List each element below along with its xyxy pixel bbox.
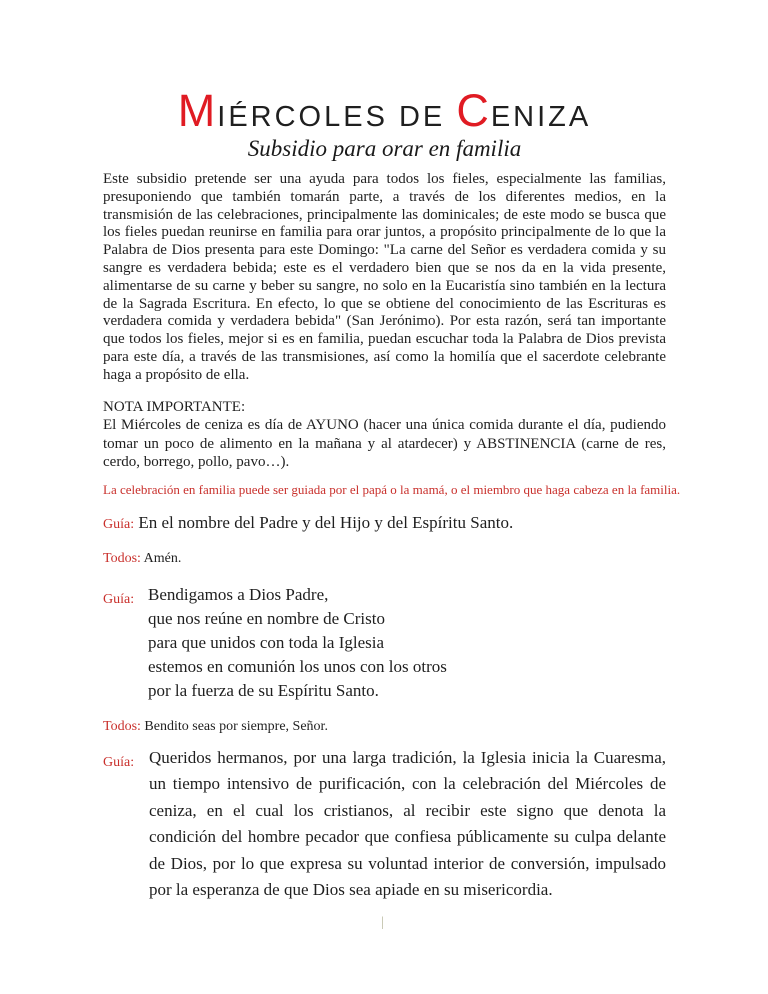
dialogue-todos-1 (103, 550, 666, 568)
dialogue-todos-2 (103, 718, 666, 736)
stanza-line: que nos reúne en nombre de Cristo (148, 608, 385, 628)
dialogue-text: Amén. (143, 550, 182, 566)
dialogue-text: En el nombre del Padre y del Hijo y del Espíritu Santo. (138, 512, 514, 532)
title-segment: ENIZA (490, 101, 592, 133)
dialogue-guia-3 (103, 745, 666, 904)
stanza-line: para que unidos con toda la Iglesia (148, 632, 385, 652)
title-initial-c: C (456, 85, 491, 136)
intro-paragraph: Este subsidio pretende ser una ayuda para todos los fieles, especialmente las familias, presuponiendo que también tomarán parte, a través de los diferentes medios, en la transmisión de las celebraciones, principalmente las dominicales; de este modo se busca que los fieles puedan reunirse en familia para orar juntos, a propósito principalmente de lo que la Palabra de Dios presenta para este Domingo: "La carne del Señor es verdadera comida y su sangre es verdadera bebida; este es el verdadero bien que se nos da en la vida presente, alimentarse de su carne y beber su sangre, no solo en la Eucaristía sino también en la lectura de la Sagrada Escritura. En efecto, lo que se obtiene del conocimiento de las Escrituras es verdadera comida y verdadera bebida" (San Jerónimo). Por esta razón, será tan importante que todos los fieles, mejor si es en familia, puedan escuchar toda la Palabra de Dios prevista para este día, a través de las transmisiones, así como la homilía que el sacerdote celebrante haga a propósito de ella. (103, 171, 666, 383)
important-note-body: El Miércoles de ceniza es día de AYUNO (hacer una única comida durante el día, pudiendo tomar un poco de alimento en la mañana y al atardecer) y ABSTINENCIA (carne de res, cerdo, borrego, pollo, pavo…). (103, 417, 666, 471)
stanza-line: por la fuerza de su Espíritu Santo. (148, 680, 379, 700)
title-segment: IÉRCOLES (217, 101, 399, 133)
dialogue-text: Queridos hermanos, por una larga tradición, la Iglesia inicia la Cuaresma, un tiempo intensivo de purificación, con la celebración del Miércoles de ceniza, en el cual los cristianos, al recibir este signo que denota la condición del hombre pecador que confiesa públicamente su culpa delante de Dios, por lo que expresa su voluntad interior de conversión, impulsado por la esperanza de que Dios sea apiade en su misericordia. (149, 747, 666, 900)
important-note-section (103, 398, 666, 472)
dialogue-guia-1 (103, 512, 666, 535)
important-note-heading: NOTA IMPORTANTE: (103, 398, 246, 415)
stanza-line: estemos en comunión los unos con los otros (148, 656, 447, 676)
page-number-marker: | (381, 915, 384, 930)
stanza-line: Bendigamos a Dios Padre, (148, 584, 329, 604)
speaker-label-todos: Todos: (103, 550, 141, 566)
speaker-label-guia: Guía: (103, 754, 135, 770)
dialogue-guia-2-stanza (103, 583, 666, 703)
speaker-label-guia: Guía: (103, 591, 135, 607)
document-subtitle: Subsidio para orar en familia (247, 136, 522, 161)
dialogue-text: Bendito seas por siempre, Señor. (144, 718, 328, 734)
document-content (103, 0, 681, 904)
speaker-label-todos: Todos: (103, 718, 141, 734)
rubric-red-line: La celebración en familia puede ser guiada por el papá o la mamá, o el miembro que haga cabeza en la familia. (103, 481, 681, 497)
title-initial-m: M (177, 85, 218, 136)
title-segment: DE (398, 101, 457, 133)
speaker-label-guia: Guía: (103, 516, 135, 532)
document-title (103, 85, 666, 136)
